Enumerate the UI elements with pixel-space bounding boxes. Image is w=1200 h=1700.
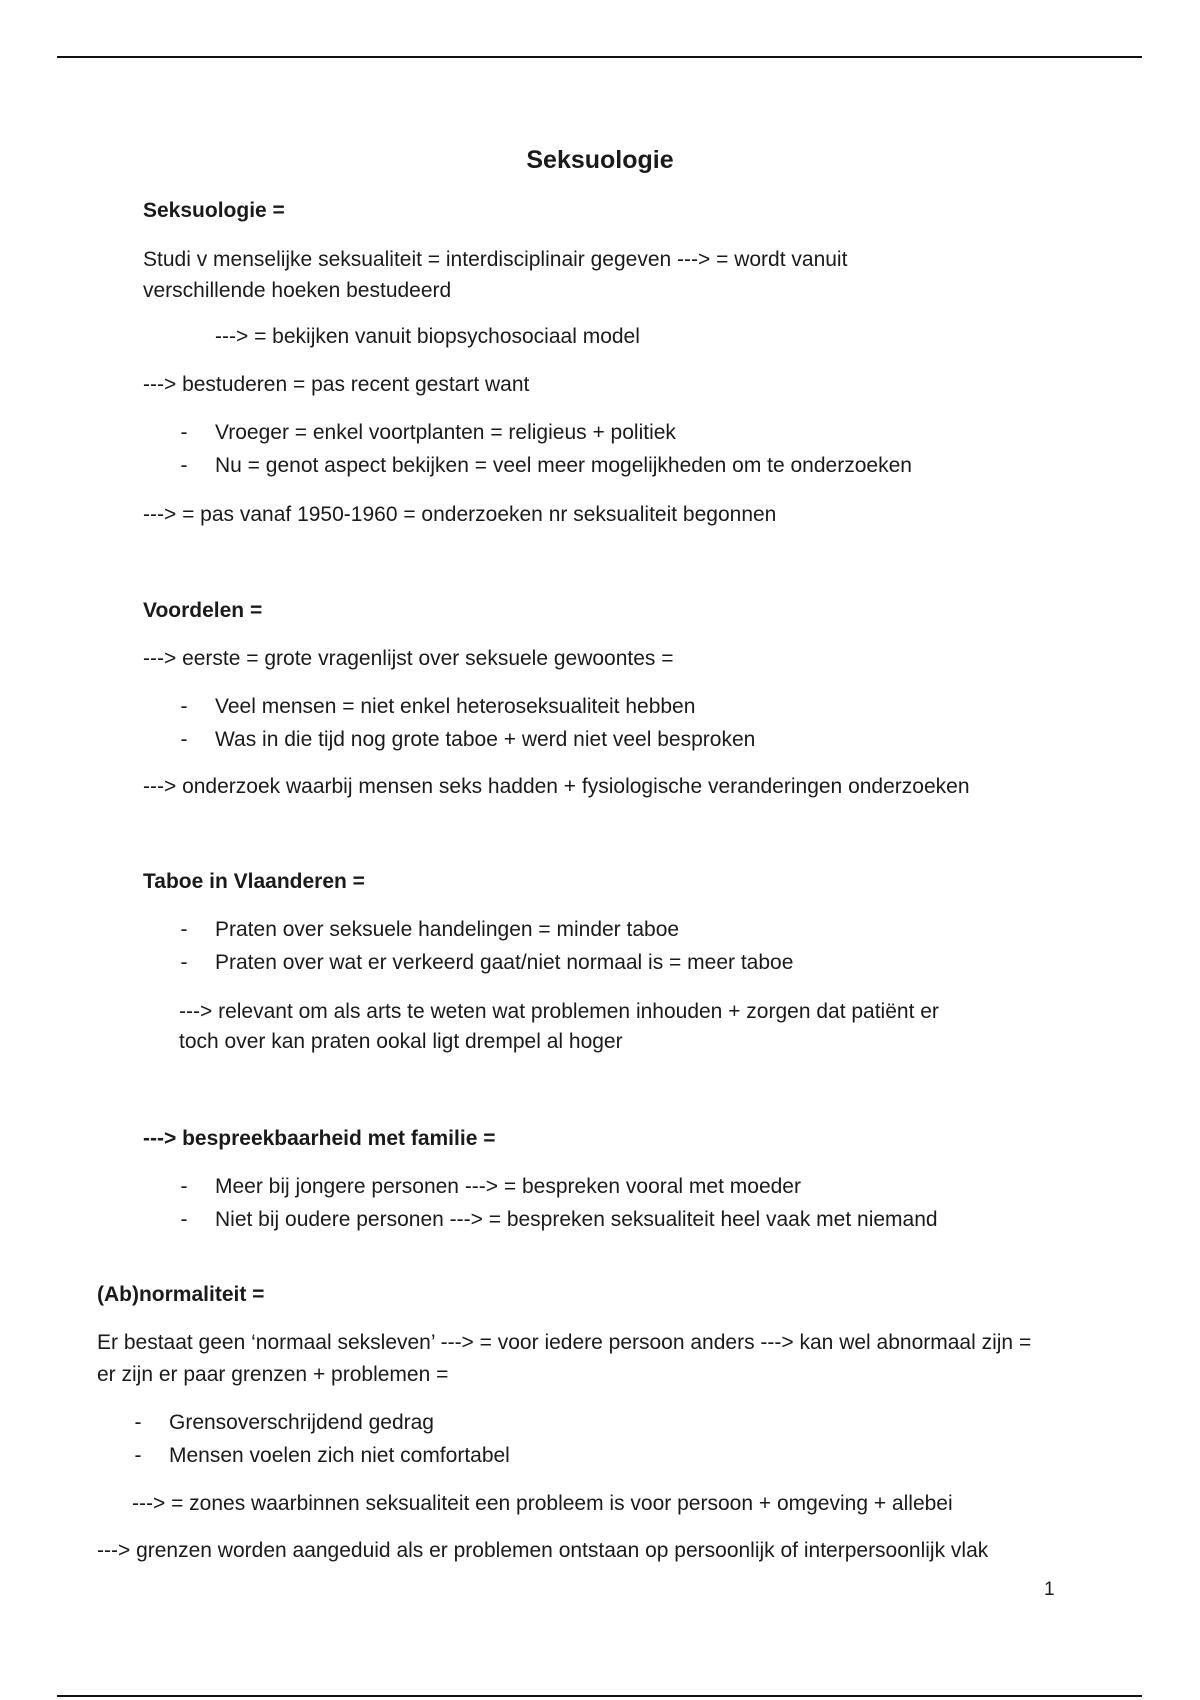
section-heading-familie: ---> bespreekbaarheid met familie = (143, 1127, 496, 1150)
list-item: Was in die tijd nog grote taboe + werd niet veel besproken (215, 728, 756, 751)
paragraph-line: ---> = pas vanaf 1950-1960 = onderzoeken nr seksualiteit begonnen (143, 503, 777, 526)
list-item: Niet bij oudere personen ---> = bespreken seksualiteit heel vaak met niemand (215, 1208, 938, 1231)
paragraph-line: ---> = bekijken vanuit biopsychosociaal model (215, 325, 640, 348)
bullet-dash: - (180, 728, 188, 751)
paragraph-line: Studi v menselijke seksualiteit = interdisciplinair gegeven ---> = wordt vanuit (143, 248, 848, 271)
header-rule (57, 56, 1142, 58)
section-heading-abnormaliteit: (Ab)normaliteit = (97, 1283, 265, 1306)
bullet-dash: - (180, 421, 188, 444)
footer-rule (57, 1695, 1142, 1697)
paragraph-line: ---> onderzoek waarbij mensen seks hadden + fysiologische veranderingen onderzoeken (143, 775, 970, 798)
paragraph-line: ---> bestuderen = pas recent gestart want (143, 373, 530, 396)
list-item: Veel mensen = niet enkel heteroseksualiteit hebben (215, 695, 696, 718)
section-heading-taboe: Taboe in Vlaanderen = (143, 870, 365, 893)
section-heading-seksuologie: Seksuologie = (143, 199, 285, 222)
paragraph-line: Er bestaat geen ‘normaal seksleven’ ---> = voor iedere persoon anders ---> kan wel abnormaal zijn = (97, 1331, 1032, 1354)
paragraph-line: ---> eerste = grote vragenlijst over seksuele gewoontes = (143, 647, 674, 670)
bullet-dash: - (180, 1175, 188, 1198)
list-item: Nu = genot aspect bekijken = veel meer mogelijkheden om te onderzoeken (215, 454, 912, 477)
list-item: Vroeger = enkel voortplanten = religieus + politiek (215, 421, 676, 444)
list-item: Mensen voelen zich niet comfortabel (169, 1444, 510, 1467)
paragraph-line: er zijn er paar grenzen + problemen = (97, 1363, 449, 1386)
bullet-dash: - (134, 1411, 142, 1434)
paragraph-line: toch over kan praten ookal ligt drempel al hoger (179, 1030, 623, 1053)
section-heading-voordelen: Voordelen = (143, 599, 263, 622)
list-item: Praten over wat er verkeerd gaat/niet normaal is = meer taboe (215, 951, 794, 974)
bullet-dash: - (134, 1444, 142, 1467)
list-item: Meer bij jongere personen ---> = bespreken vooral met moeder (215, 1175, 801, 1198)
bullet-dash: - (180, 1208, 188, 1231)
paragraph-line: verschillende hoeken bestudeerd (143, 279, 452, 302)
page-number: 1 (1044, 1579, 1055, 1600)
paragraph-line: ---> grenzen worden aangeduid als er problemen ontstaan op persoonlijk of interpersoonlijk vlak (97, 1539, 989, 1562)
page-title: Seksuologie (526, 146, 674, 174)
bullet-dash: - (180, 918, 188, 941)
bullet-dash: - (180, 695, 188, 718)
paragraph-line: ---> = zones waarbinnen seksualiteit een probleem is voor persoon + omgeving + allebei (132, 1492, 953, 1515)
bullet-dash: - (180, 454, 188, 477)
paragraph-line: ---> relevant om als arts te weten wat problemen inhouden + zorgen dat patiënt er (179, 1000, 939, 1023)
list-item: Praten over seksuele handelingen = minder taboe (215, 918, 680, 941)
list-item: Grensoverschrijdend gedrag (169, 1411, 434, 1434)
bullet-dash: - (180, 951, 188, 974)
